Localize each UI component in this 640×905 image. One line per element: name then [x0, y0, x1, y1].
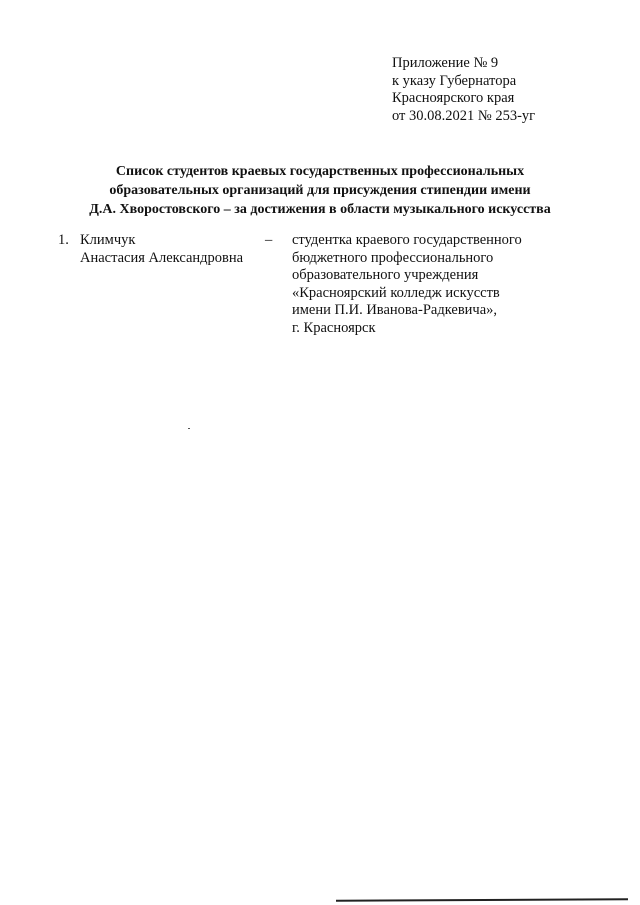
appendix-line: к указу Губернатора — [392, 72, 517, 89]
appendix-block — [392, 55, 535, 125]
title-line: образовательных организаций для присуждения стипендии имени — [109, 183, 531, 198]
description-line: г. Красноярск — [292, 319, 376, 336]
appendix-line: Красноярского края — [392, 90, 515, 106]
scan-speck — [188, 428, 190, 429]
description-line: бюджетного профессионального — [292, 249, 494, 266]
description-line: «Красноярский колледж искусств — [292, 284, 500, 301]
title-line: Д.А. Хворостовского – за достижения в области музыкального искусства — [89, 202, 551, 217]
student-description — [292, 232, 522, 337]
description-line: студентка краевого государственного — [292, 232, 522, 248]
appendix-line: Приложение № 9 — [392, 55, 499, 71]
student-name — [80, 232, 243, 267]
student-given-names: Анастасия Александровна — [80, 249, 244, 266]
description-line: имени П.И. Иванова-Радкевича», — [292, 302, 498, 318]
bottom-rule — [336, 898, 628, 902]
separator-dash: – — [265, 232, 273, 248]
document-title — [20, 162, 620, 219]
student-surname: Климчук — [80, 232, 136, 248]
description-line: образовательного учреждения — [292, 267, 479, 283]
item-number: 1. — [58, 232, 69, 248]
title-line: Список студентов краевых государственных профессиональных — [115, 164, 525, 179]
appendix-line: от 30.08.2021 № 253-уг — [392, 107, 536, 124]
